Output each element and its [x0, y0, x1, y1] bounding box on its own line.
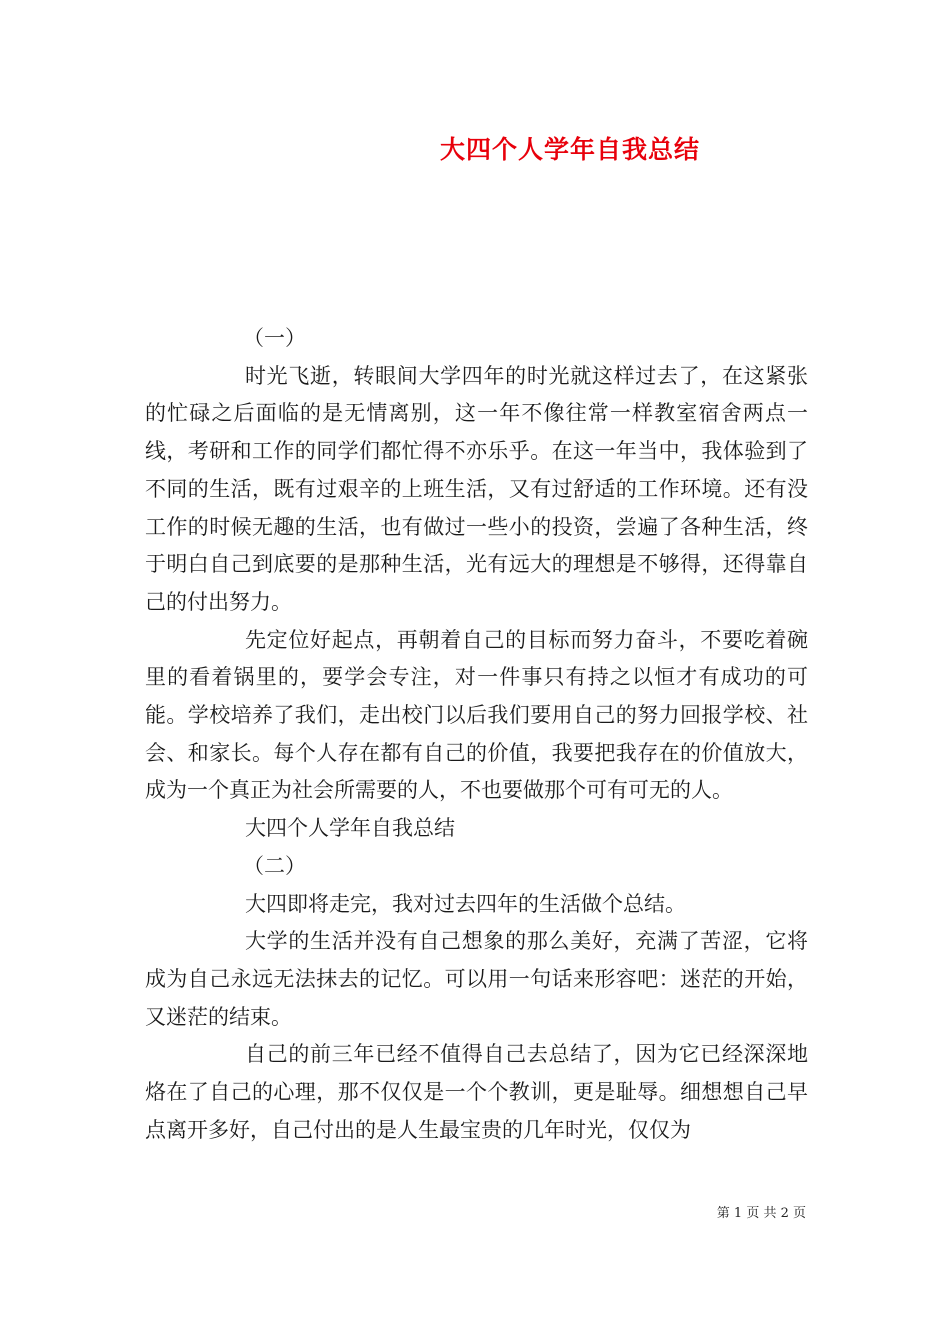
section-marker-one: （一）	[243, 326, 306, 350]
document-body	[145, 320, 808, 1149]
paragraph: 大学的生活并没有自己想象的那么美好，充满了苦涩，它将成为自己永远无法抹去的记忆。可以用一句话来形容吧：迷茫的开始，又迷茫的结束。	[145, 929, 808, 1029]
paragraph: 时光飞逝，转眼间大学四年的时光就这样过去了，在这紧张的忙碌之后面临的是无情离别，这一年不像往常一样教室宿舍两点一线，考研和工作的同学们都忙得不亦乐乎。在这一年当中，我体验到了不同的生活，既有过艰辛的上班生活，又有过舒适的工作环境。还有没工作的时候无趣的生活，也有做过一些小的投资，尝遍了各种生活，终于明白自己到底要的是那种生活，光有远大的理想是不够得，还得靠自己的付出努力。	[145, 363, 808, 614]
section-heading: 大四个人学年自我总结	[245, 816, 455, 841]
paragraph: 大四即将走完，我对过去四年的生活做个总结。	[245, 891, 686, 916]
section-marker-two: （二）	[243, 853, 306, 878]
paragraph: 自己的前三年已经不值得自己去总结了，因为它已经深深地烙在了自己的心理，那不仅仅是一个个教训，更是耻辱。细想想自己早点离开多好，自己付出的是人生最宝贵的几年时光，仅仅为	[145, 1042, 808, 1142]
paragraph: 先定位好起点，再朝着自己的目标而努力奋斗，不要吃着碗里的看着锅里的，要学会专注，对一件事只有持之以恒才有成功的可能。学校培养了我们，走出校门以后我们要用自己的努力回报学校、社会、和家长。每个人存在都有自己的价值，我要把我存在的价值放大，成为一个真正为社会所需要的人，不也要做那个可有可无的人。	[145, 627, 808, 803]
page-number-footer: 第 1 页 共 2 页	[716, 1206, 806, 1221]
page-title: 大四个人学年自我总结	[439, 135, 700, 164]
